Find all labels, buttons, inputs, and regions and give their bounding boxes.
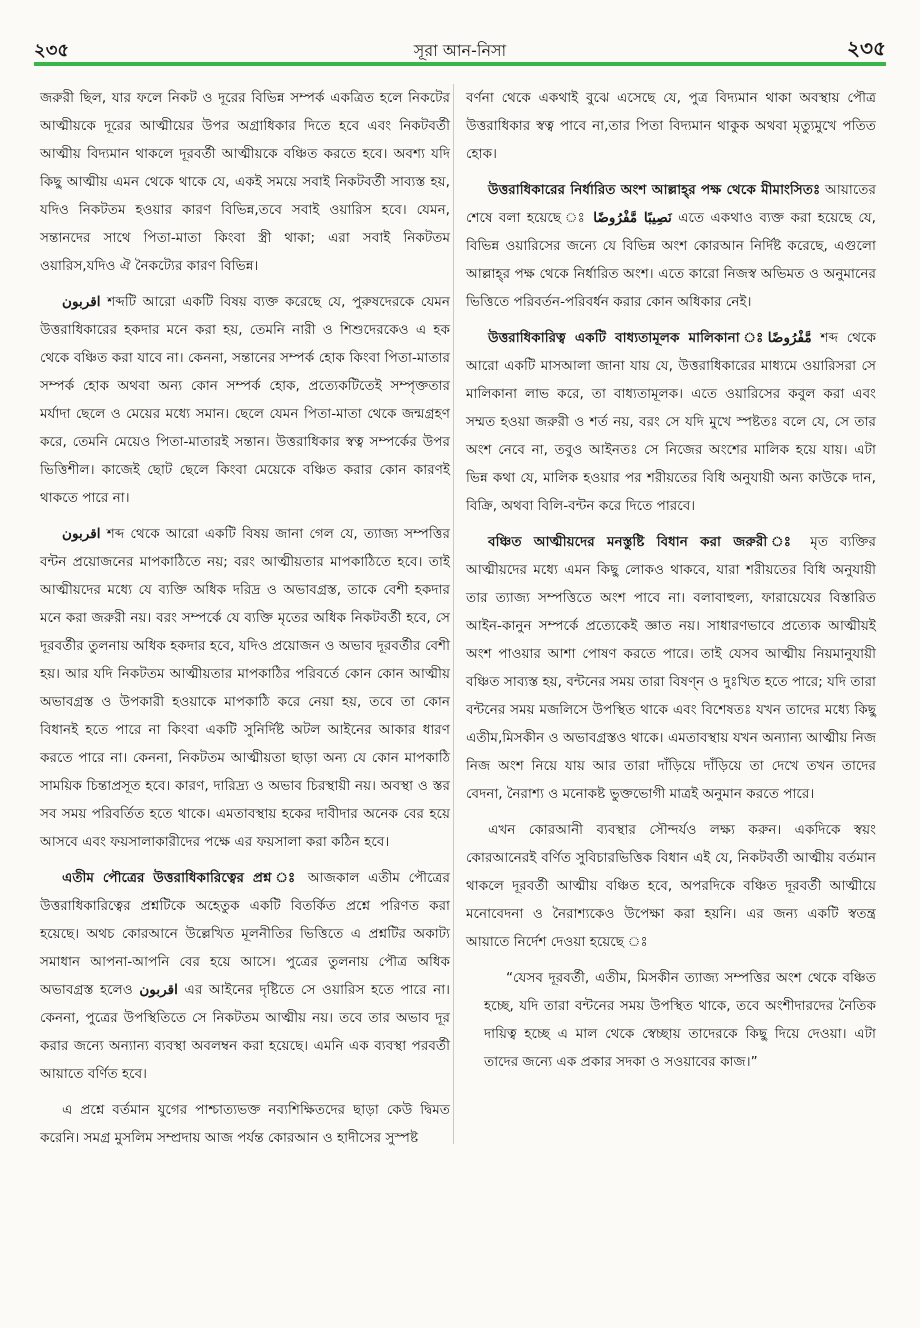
section-heading: উত্তরাধিকারের নির্ধারিত অংশ আল্লাহ্‌র পক্ষ থেকে মীমাংসিতঃ xyxy=(488,182,821,198)
page-number-left: ২৩৫ xyxy=(34,40,70,61)
section-heading: এতীম পৌত্রের উত্তরাধিকারিত্বের প্রশ্ন ঃ xyxy=(62,870,300,886)
paragraph-text: জরুরী ছিল, যার ফলে নিকট ও দূরের বিভিন্ন সম্পর্ক একত্রিত হলে নিকটের আত্মীয়কে দূরের আত্মীয়ের উপর অগ্রাধিকার দিতে হবে এবং নিকটবর্তী আত্মীয় বিদ্যমান থাকলে দূরবর্তী আত্মীয়কে বঞ্চিত করতে হবে। অবশ্য যদি কিছু আত্মীয় এমন থেকে থাকে যে, একই সময়ে সবাই নিকটবর্তী সাব্যস্ত হয়, যদিও নিকটতম হওয়ার কারণ বিভিন্ন,তবে সবাই ওয়ারিস হবে। যেমন, সন্তানদের সাথে পিতা-মাতা কিংবা স্ত্রী থাকা; এরা সবাই নিকটতম ওয়ারিস,যদিও ঐ নৈকট্যের কারণ বিভিন্ন। xyxy=(40,90,450,274)
arabic-term: اقربون xyxy=(139,982,178,998)
section-heading: বঞ্চিত আত্মীয়দের মনস্তুষ্টি বিধান করা জরুরী ঃ xyxy=(488,534,799,550)
arabic-term: مَّفْرُوضًا xyxy=(767,330,812,346)
section-heading: উত্তরাধিকারিত্ব একটি বাধ্যতামূলক মালিকানা ঃ xyxy=(488,330,768,346)
arabic-term: نَصِيبًا مَّفْرُوضًا xyxy=(593,210,672,226)
paragraph xyxy=(40,520,450,856)
paragraph xyxy=(40,1096,450,1152)
paragraph xyxy=(40,864,450,1088)
paragraph-text: এ প্রশ্নে বর্তমান যুগের পাশ্চাত্যভক্ত নব্যশিক্ষিতদের ছাড়া কেউ দ্বিমত করেনি। সমগ্র মুসলিম সম্প্রদায় আজ পর্যন্ত কোরআন ও হাদীসের সুস্পষ্ট xyxy=(40,1102,450,1146)
column-divider xyxy=(453,84,454,1144)
quote-text: “যেসব দূরবর্তী, এতীম, মিসকীন ত্যাজ্য সম্পত্তির অংশ থেকে বঞ্চিত হচ্ছে, যদি তারা বন্টনের সময় উপস্থিত থাকে, তবে অংশীদারদের নৈতিক দায়িত্ব হচ্ছে এ মাল থেকে স্বেচ্ছায় তাদেরকে কিছু দিয়ে দেওয়া। এটা তাদের জন্যে এক প্রকার সদকা ও সওয়াবের কাজ।” xyxy=(484,970,876,1070)
page-header xyxy=(34,30,886,64)
header-rule xyxy=(34,62,886,66)
paragraph-text: শব্দ থেকে আরো একটি বিষয় জানা গেল যে, ত্যাজ্য সম্পত্তির বন্টন প্রয়োজনের মাপকাঠিতে নয়; বরং আত্মীয়তার মাপকাঠিতে হবে। তাই আত্মীয়দের মধ্যে যে ব্যক্তি অধিক দরিদ্র ও অভাবগ্রস্ত, তাকে বেশী হকদার মনে করা জরুরী নয়। বরং সম্পর্কে যে ব্যক্তি মৃতের অধিক নিকটবর্তী হবে, সে দূরবর্তীর তুলনায় অধিক হকদার হবে, যদিও প্রয়োজন ও অভাব দূরবর্তীর বেশী হয়। আর যদি নিকটতম আত্মীয়তার মাপকাঠির পরিবর্তে কোন কোন আত্মীয় অভাবগ্রস্ত ও উপকারী হওয়াকে মাপকাঠি করে নেয়া হয়, তবে তা কোন বিধানই হতে পারে না কিংবা একটি সুনির্দিষ্ট অটল আইনের আকার ধারণ করতে পারে না। কেননা, নিকটতম আত্মীয়তা ছাড়া অন্য যে কোন মাপকাঠি সাময়িক চিন্তাপ্রসূত হবে। কারণ, দারিদ্র্য ও অভাব চিরস্থায়ী নয়। অবস্থা ও স্তর সব সময় পরিবর্তিত হতে থাকে। এমতাবস্থায় হকের দাবীদার অনেক বের হয়ে আসবে এবং ফয়সালাকারীদের পক্ষে এর ফয়সালা করা কঠিন হবে। xyxy=(40,526,450,850)
arabic-term: اقربون xyxy=(62,526,101,542)
arabic-term: اقربون xyxy=(62,294,101,310)
paragraph xyxy=(40,288,450,512)
paragraph xyxy=(40,84,450,280)
page-number-right: ২৩৫ xyxy=(847,36,886,60)
paragraph xyxy=(466,816,876,956)
paragraph-text: আজকাল এতীম পৌত্রের উত্তরাধিকারিত্বের প্রশ্নটিকে অহেতুক একটি বিতর্কিত প্রশ্নে পরিণত করা হয়েছে। অথচ কোরআনে উল্লেখিত মূলনীতির ভিত্তিতে এ প্রশ্নটির অকাট্য সমাধান আপনা-আপনি বের হয়ে আসে। পুত্রের তুলনায় পৌত্র অধিক অভাবগ্রস্ত হলেও xyxy=(40,870,451,998)
paragraph xyxy=(466,324,876,520)
running-title: সূরা আন-নিসা xyxy=(413,41,507,60)
paragraph-text: আয়াতের শেষে বলা হয়েছে ঃ xyxy=(466,182,876,226)
paragraph xyxy=(466,84,876,168)
paragraph xyxy=(466,528,876,808)
paragraph-text: এতে একথাও ব্যক্ত করা হয়েছে যে, বিভিন্ন ওয়ারিসের জন্যে যে বিভিন্ন অংশ কোরআন নির্দিষ্ট করেছে, এগুলো আল্লাহ্‌র পক্ষ থেকে নির্ধারিত অংশ। এতে কারো নিজস্ব অভিমত ও অনুমানের ভিত্তিতে পরিবর্তন-পরিবর্ধন করার কোন অধিকার নেই। xyxy=(466,210,877,310)
paragraph-text: শব্দ থেকে আরো একটি মাসআলা জানা যায় যে, উত্তরাধিকারের মাধ্যমে ওয়ারিসরা সে মালিকানা লাভ করে, তা বাধ্যতামূলক। এতে ওয়ারিসের কবুল করা এবং সম্মত হওয়া জরুরী ও শর্ত নয়, বরং সে যদি মুখে স্পষ্টতঃ বলে যে, সে তার অংশ নেবে না, তবুও আইনতঃ সে নিজের অংশের মালিক হয়ে যায়। এটা ভিন্ন কথা যে, মালিক হওয়ার পর শরীয়তের বিধি অনুযায়ী অন্য কাউকে দান, বিক্রি, অথবা বিলি-বন্টন করে দিতে পারবে। xyxy=(466,330,876,514)
left-column xyxy=(40,84,450,1160)
right-column xyxy=(466,84,876,1084)
paragraph-text: মৃত ব্যক্তির আত্মীয়দের মধ্যে এমন কিছু লোকও থাকবে, যারা শরীয়তের বিধি অনুযায়ী তার ত্যাজ্য সম্পত্তিতে অংশ পাবে না। বলাবাহুল্য, ফারায়েযের বিস্তারিত আইন-কানুন সম্পর্কে প্রত্যেকেই জ্ঞাত নয়। সাধারণভাবে প্রত্যেক আত্মীয়ই অংশ পাওয়ার আশা পোষণ করতে পারে। তাই যেসব আত্মীয় নিয়মানুযায়ী বঞ্চিত সাব্যস্ত হয়, বন্টনের সময় তারা বিষণ্ন ও দুঃখিত হতে পারে; যদি তারা বন্টনের সময় মজলিসে উপস্থিত থাকে এবং বিশেষতঃ যখন তাদের মধ্যে কিছু এতীম,মিসকীন ও অভাবগ্রস্তও থাকে। এমতাবস্থায় যখন অন্যান্য আত্মীয় নিজ নিজ অংশ নিয়ে যায় আর তারা দাঁড়িয়ে দাঁড়িয়ে তা দেখে তখন তাদের বেদনা, নৈরাশ্য ও মনোকষ্ট ভুক্তভোগী মাত্রই অনুমান করতে পারে। xyxy=(466,534,876,802)
paragraph-text: শব্দটি আরো একটি বিষয় ব্যক্ত করেছে যে, পুরুষদেরকে যেমন উত্তরাধিকারের হকদার মনে করা হয়, তেমনি নারী ও শিশুদেরকেও এ হক থেকে বঞ্চিত করা যাবে না। কেননা, সন্তানের সম্পর্ক হোক কিংবা পিতা-মাতার সম্পর্ক হোক অথবা অন্য কোন সম্পর্ক হোক, প্রত্যেকটিতেই সম্পৃক্ততার মর্যাদা ছেলে ও মেয়ের মধ্যে সমান। ছেলে যেমন পিতা-মাতা থেকে জন্মগ্রহণ করে, তেমনি মেয়েও পিতা-মাতারই সন্তান। উত্তরাধিকার স্বত্ব সম্পর্কের উপর ভিত্তিশীল। কাজেই ছোট ছেলে কিংবা মেয়েকে বঞ্চিত করার কোন কারণই থাকতে পারে না। xyxy=(40,294,450,506)
paragraph-text: এর আইনের দৃষ্টিতে সে ওয়ারিস হতে পারে না। কেননা, পুত্রের উপস্থিতিতে সে নিকটতম আত্মীয় নয়। তবে তার অভাব দূর করার জন্যে অন্যান্য ব্যবস্থা অবলম্বন করা হয়েছে। এমনি এক ব্যবস্থা পরবর্তী আয়াতে বর্ণিত হবে। xyxy=(40,982,451,1082)
paragraph-text: এখন কোরআনী ব্যবস্থার সৌন্দর্যও লক্ষ্য করুন। একদিকে স্বয়ং কোরআনেরই বর্ণিত সুবিচারভিত্তিক বিধান এই যে, নিকটবর্তী আত্মীয় বর্তমান থাকলে দূরবর্তী আত্মীয় বঞ্চিত হবে, অপরদিকে বঞ্চিত দূরবর্তী আত্মীয়ে মনোবেদনা ও নৈরাশ্যকেও উপেক্ষা করা হয়নি। এর জন্য একটি স্বতন্ত্র আয়াতে নির্দেশ দেওয়া হয়েছে ঃ xyxy=(466,822,876,950)
quote-block xyxy=(466,964,876,1076)
paragraph xyxy=(466,176,876,316)
paragraph-text: বর্ণনা থেকে একথাই বুঝে এসেছে যে, পুত্র বিদ্যমান থাকা অবস্থায় পৌত্র উত্তরাধিকার স্বত্ব পাবে না,তার পিতা বিদ্যমান থাকুক অথবা মৃত্যুমুখে পতিত হোক। xyxy=(466,90,876,162)
